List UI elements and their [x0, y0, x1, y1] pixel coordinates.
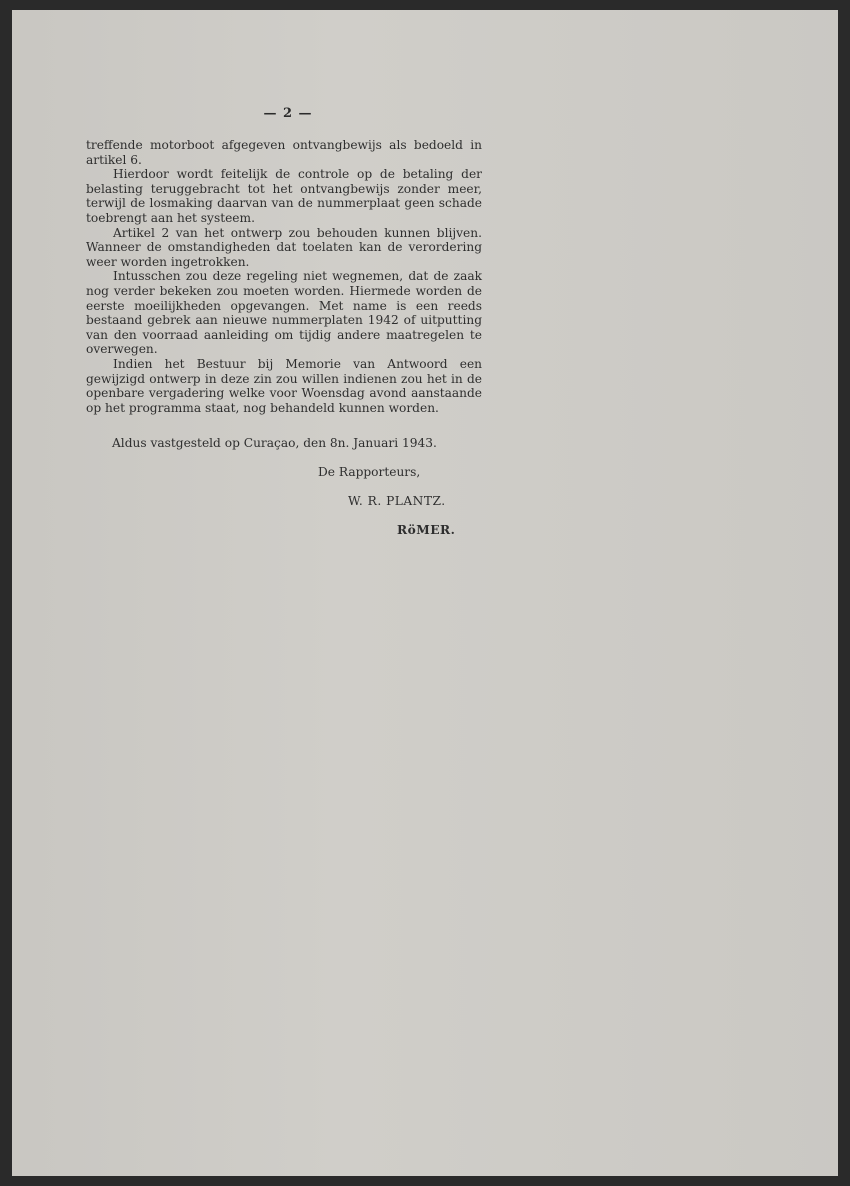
signatory-plantz: W. R. PLANTZ. — [348, 494, 446, 508]
page-number: — 2 — — [263, 106, 313, 121]
signatory-title: De Rapporteurs, — [318, 465, 421, 479]
paragraph-1: treffende motorboot afgegeven ontvangbewijs als bedoeld in artikel 6. — [86, 138, 482, 167]
paragraph-5: Indien het Bestuur bij Memorie van Antwoord een gewijzigd ontwerp in deze zin zou willen indienen zou het in de openbare vergadering welke voor Woensdag avond aanstaande op het programma staat, nog behandeld kunnen worden. — [86, 356, 482, 415]
adopted-line: Aldus vastgesteld op Curaçao, den 8n. Januari 1943. — [112, 436, 437, 450]
paragraph-4: Intusschen zou deze regeling niet wegnemen, dat de zaak nog verder bekeken zou moeten worden. Hiermede worden de eerste moeilijkheden opgevangen. Met name is een reeds bestaand gebrek aan nieuwe nummerplaten 1942 of uitputting van den voorraad aanleiding om tijdig andere maatregelen te overwegen. — [86, 269, 482, 357]
document-page — [12, 10, 838, 1176]
body-text — [86, 138, 482, 415]
paragraph-3: Artikel 2 van het ontwerp zou behouden kunnen blijven. Wanneer de omstandigheden dat toelaten kan de verordering weer worden ingetrokken. — [86, 225, 482, 269]
paragraph-2: Hierdoor wordt feitelijk de controle op de betaling der belasting teruggebracht tot het ontvangbewijs zonder meer, terwijl de losmaking daarvan van de nummerplaat geen schade toebrengt aan het systeem. — [86, 167, 482, 225]
signatory-romer: RöMER. — [397, 523, 456, 537]
